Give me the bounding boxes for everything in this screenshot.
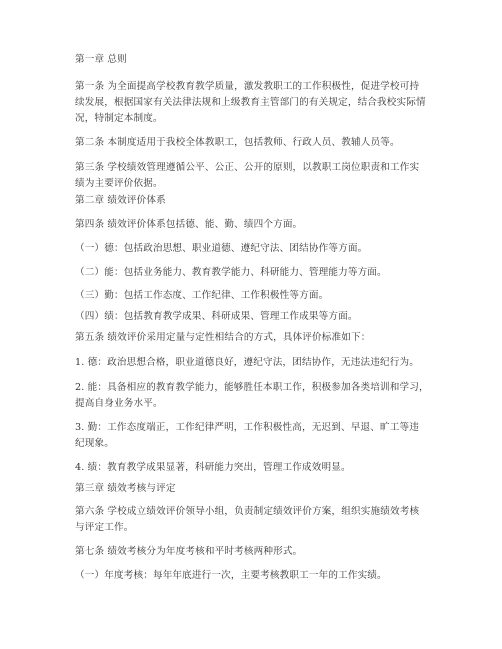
article-4-item-1: （一）德：包括政治思想、职业道德、遵纪守法、团结协作等方面。 [75, 243, 368, 254]
article-7-item-1: （一）年度考核：每年年底进行一次，主要考核教职工一年的工作实绩。 [75, 570, 387, 581]
article-5-item-1: 1. 德：政治思想合格，职业道德良好，遵纪守法，团结协作，无违法违纪行为。 [75, 357, 419, 368]
article-2: 第二条 本制度适用于我校全体教职工，包括教师、行政人员、教辅人员等。 [75, 137, 400, 148]
article-4: 第四条 绩效评价体系包括德、能、勤、绩四个方面。 [75, 219, 303, 230]
article-5-item-2-line-1: 2. 能：具备相应的教育教学能力，能够胜任本职工作，积极参加各类培训和学习， [75, 382, 429, 393]
article-1-line-2: 续发展，根据国家有关法律法规和上级教育主管部门的有关规定，结合我校实际情 [75, 97, 426, 108]
article-5-item-3-line-2: 纪现象。 [75, 438, 114, 449]
article-7: 第七条 绩效考核分为年度考核和平时考核两种形式。 [75, 546, 303, 557]
article-5-item-3-line-1: 3. 勤：工作态度端正，工作纪律严明，工作积极性高，无迟到、早退、旷工等违 [75, 422, 419, 433]
chapter-1-heading: 第一章 总则 [75, 54, 127, 65]
article-5-item-4: 4. 绩：教育教学成果显著，科研能力突出，管理工作成效明显。 [75, 462, 351, 473]
article-3-line-1: 第三条 学校绩效管理遵循公平、公正、公开的原则，以教职工岗位职责和工作实 [75, 162, 420, 173]
article-4-item-3: （三）勤：包括工作态度、工作纪律、工作积极性等方面。 [75, 290, 329, 301]
article-1-line-1: 第一条 为全面提高学校教育教学质量，激发教职工的工作积极性，促进学校可持 [75, 81, 420, 92]
article-1-line-3: 况，特制定本制度。 [75, 113, 163, 124]
article-4-item-2: （二）能：包括业务能力、教育教学能力、科研能力、管理能力等方面。 [75, 267, 387, 278]
article-3-line-2: 绩为主要评价依据。 [75, 178, 163, 189]
article-5-item-2-line-2: 提高自身业务水平。 [75, 398, 163, 409]
chapter-3-heading: 第三章 绩效考核与评定 [75, 483, 176, 494]
article-4-item-4: （四）绩：包括教育教学成果、科研成果、管理工作成果等方面。 [75, 311, 358, 322]
article-6-line-1: 第六条 学校成立绩效评价领导小组，负责制定绩效评价方案，组织实施绩效考核 [75, 506, 420, 517]
chapter-2-heading: 第二章 绩效评价体系 [75, 195, 166, 206]
article-6-line-2: 与评定工作。 [75, 522, 134, 533]
article-5: 第五条 绩效评价采用定量与定性相结合的方式，具体评价标准如下： [75, 332, 371, 343]
